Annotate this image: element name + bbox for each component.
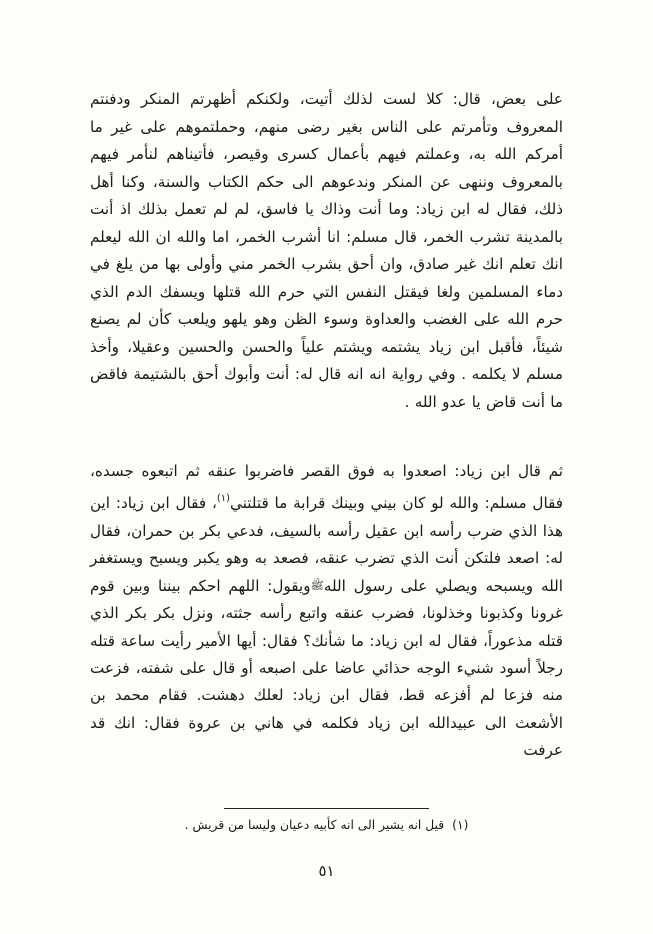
page-number: ٥١ [318, 862, 335, 880]
footnote-area [90, 808, 563, 835]
paragraph-2-segment-2: ، فقال ابن زياد: اين هذا الذي ضرب رأسه ابن عقيل رأسه بالسيف، فدعي بكر بن حمران، فقال له: اصعد فلتكن أنت الذي تضرب عنقه، فصعد به وهو يكبر ويسبح ويستغفر الله ويسبحه ويصلي على رسول الله [90, 494, 563, 596]
footnote-number: (١) [452, 818, 469, 832]
footnote-entry [90, 815, 563, 835]
footnote-text: قيل انه يشير الى انه كأبيه دعيان وليسا من قريش . [184, 818, 445, 832]
page-body [90, 86, 563, 764]
body-paragraph-1: على بعض، قال: كلا لست لذلك أتيت، ولكنكم أظهرتم المنكر ودفنتم المعروف وتأمرتم على الناس بغير رضى منهم، وحملتموهم على غير ما أمركم الله به، وعملتم فيهم بأعمال كسرى وقيصر، فأتيناهم لنأمر فيهم بالمعروف وننهى عن المنكر وندعوهم الى حكم الكتاب والسنة، وكنا أهل ذلك، فقال له ابن زياد: وما أنت وذاك يا فاسق، لم لم تعمل بذلك اذ أنت بالمدينة تشرب الخمر، قال مسلم: انا أشرب الخمر، اما والله ان الله ليعلم انك تعلم انك غير صادق، وان أحق بشرب الخمر مني وأولى بها من يلغ في دماء المسلمين ولغا فيقتل النفس التي حرم الله قتلها ويسفك الدم الذي حرم الله على الغضب والعداوة وسوء الظن وهو يلهو ويلعب كأن لم يصنع شيئاً، فأقبل ابن زياد يشتمه ويشتم علياً والحسن والحسين وعقيلا، وأخذ مسلم لا يكلمه . وفي رواية انه انه قال له: أنت وأبوك أحق بالشتيمة فاقض ما أنت قاض يا عدو الله . [90, 90, 563, 411]
footnote-separator-rule [224, 808, 429, 809]
body-paragraph-2 [90, 458, 563, 764]
footnote-reference-marker: (١) [216, 493, 231, 505]
salawat-seal-icon: ﷺ [310, 579, 324, 593]
paragraph-2-segment-1: ثم قال ابن زياد: اصعدوا به فوق القصر فاضربوا عنقه ثم اتبعوه جسده، فقال مسلم: والله لو كان بيني وبينك قرابة ما قتلتني [90, 462, 564, 513]
paragraph-spacer [90, 416, 563, 458]
paragraph-2-segment-3: ويقول: اللهم احكم بيننا وبين قوم غرونا وكذبونا وخذلونا، فضرب عنقه واتبع رأسه جثته، ونزل بكر بكر الذي قتله مذعوراً، فقال له ابن زياد: ما شأنك؟ فقال: أيها الأمير رأيت ساعة قتله رجلاً أسود شنيء الوجه حذائي عاضا على اصبعه أو قال على شفته، فزعت منه فزعا لم أفزعه قط، فقال ابن زياد: لعلك دهشت. فقام محمد بن الأشعث الى عبيدالله ابن زياد فكلمه في هاني بن عروة فقال: انك قد عرفت [90, 577, 563, 759]
